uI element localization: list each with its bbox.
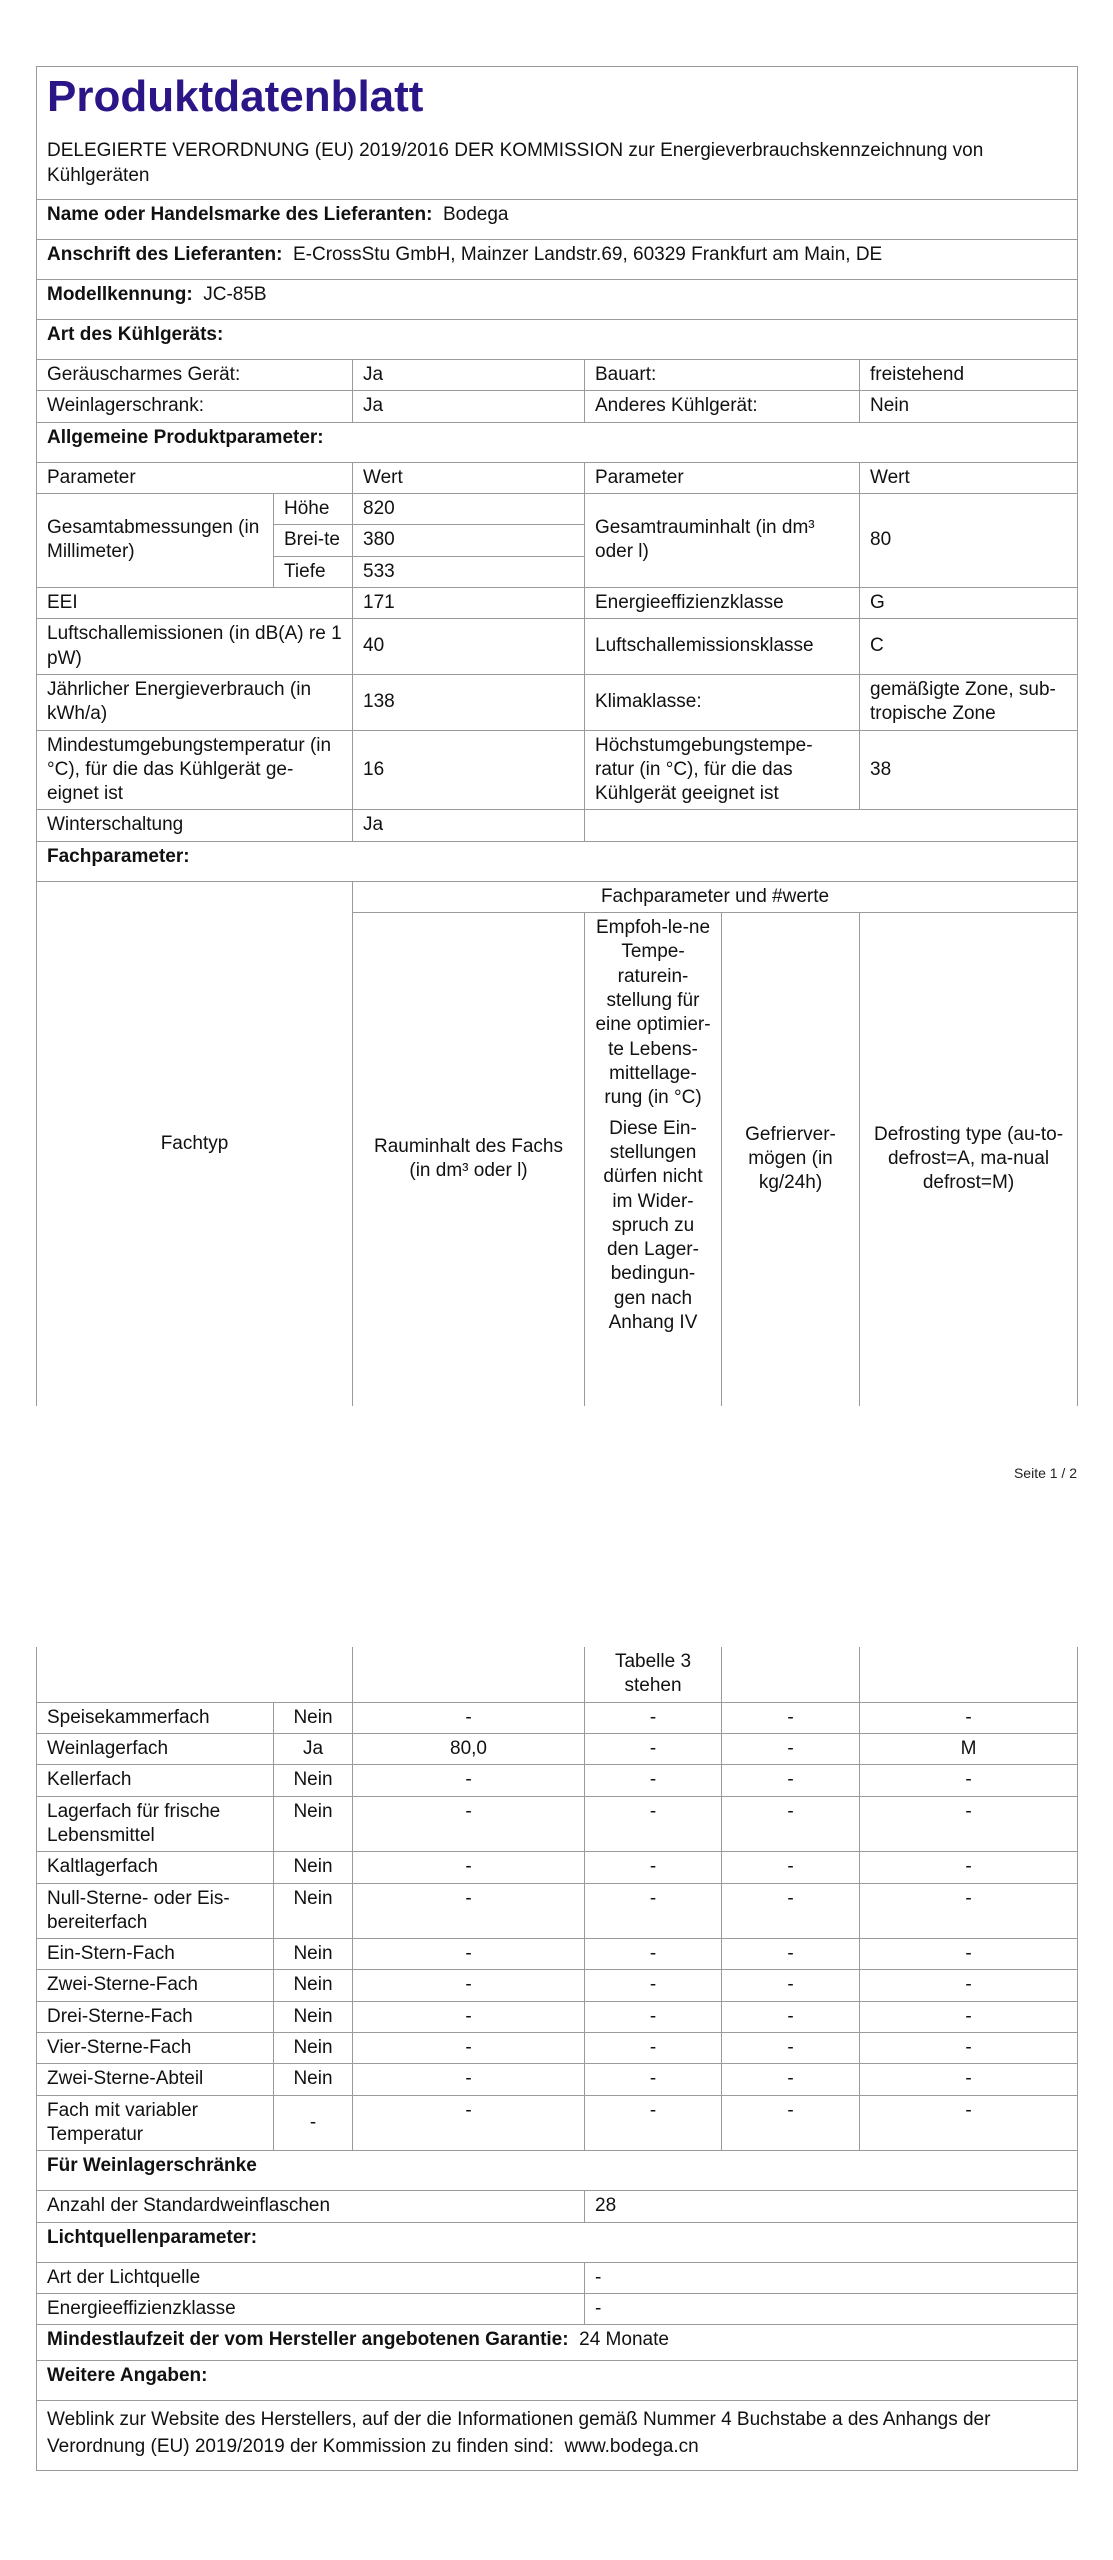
- compartment-volume: -: [353, 1939, 585, 1970]
- depth-value: 533: [353, 556, 585, 587]
- light-class-label: Energieeffizienzklasse: [37, 2293, 585, 2324]
- annual-energy-label: Jährlicher Energieverbrauch (in kWh/a): [37, 674, 353, 730]
- supplier-name-row: [37, 200, 1078, 240]
- compartment-name: Drei-Sterne-Fach: [37, 2001, 274, 2032]
- freezing-capacity-header: Gefrierver-mögen (in kg/24h): [722, 913, 860, 1406]
- height-label: Höhe: [274, 494, 353, 525]
- compartment-defrost: -: [860, 1883, 1078, 1939]
- compartment-present: -: [274, 2095, 353, 2151]
- recommended-temp-text: Empfoh-le-ne Tempe-raturein-stellung für eine optimier-te Lebens-mittellage-rung (in °C): [595, 917, 711, 1109]
- continued-volume-cell: [353, 1647, 585, 1702]
- compartment-present: Nein: [274, 2033, 353, 2064]
- compartment-name: Kellerfach: [37, 1765, 274, 1796]
- total-volume-label: Gesamtrauminhalt (in dm³ oder l): [585, 494, 860, 588]
- regulation-subtitle: DELEGIERTE VERORDNUNG (EU) 2019/2016 DER KOMMISSION zur Energieverbrauchskennzeichnung von Kühlgeräten: [47, 139, 984, 187]
- compartment-defrost: -: [860, 1970, 1078, 2001]
- compartment-row: [37, 1733, 1078, 1764]
- noise-class-label: Luftschallemissionsklasse: [585, 619, 860, 675]
- compartment-temp: -: [585, 2001, 722, 2032]
- compartment-temp: -: [585, 1733, 722, 1764]
- datasheet-table-page-1: [36, 66, 1078, 1406]
- compartment-volume: -: [353, 2064, 585, 2095]
- compartment-name: Speisekammerfach: [37, 1702, 274, 1733]
- depth-label: Tiefe: [274, 556, 353, 587]
- compartment-group-header: Fachparameter und #werte: [353, 881, 1078, 912]
- compartment-name: Zwei-Sterne-Fach: [37, 1970, 274, 2001]
- winter-switch-value: Ja: [353, 810, 585, 841]
- compartment-defrost: -: [860, 1852, 1078, 1883]
- wine-bottles-label: Anzahl der Standardweinflaschen: [37, 2191, 585, 2222]
- low-noise-value: Ja: [353, 360, 585, 391]
- page-1: [36, 66, 1077, 1406]
- compartment-defrost: -: [860, 2001, 1078, 2032]
- compartment-defrost: -: [860, 1765, 1078, 1796]
- compartment-freeze: -: [722, 2064, 860, 2095]
- warranty-value: 24 Monate: [579, 2329, 669, 2351]
- empty-cell: [585, 810, 1078, 841]
- compartment-volume: -: [353, 1852, 585, 1883]
- compartment-temp: -: [585, 1765, 722, 1796]
- compartment-freeze: -: [722, 2095, 860, 2151]
- other-appliance-label: Anderes Kühlgerät:: [585, 391, 860, 422]
- compartment-defrost: M: [860, 1733, 1078, 1764]
- eei-value: 171: [353, 587, 585, 618]
- energy-class-value: G: [860, 587, 1078, 618]
- compartment-name: Null-Sterne- oder Eis-bereiterfach: [37, 1883, 274, 1939]
- min-temp-label: Mindestumgebungstemperatur (in °C), für die das Kühlgerät ge-eignet ist: [37, 730, 353, 810]
- col-parameter-header-2: Parameter: [585, 462, 860, 493]
- supplier-name-value: Bodega: [442, 204, 509, 226]
- continued-freeze-cell: [722, 1647, 860, 1702]
- light-source-heading: Lichtquellenparameter:: [37, 2222, 1078, 2262]
- compartment-present: Nein: [274, 1939, 353, 1970]
- compartment-defrost: -: [860, 1796, 1078, 1852]
- noise-label: Luftschallemissionen (in dB(A) re 1 pW): [37, 619, 353, 675]
- further-info-text: Weblink zur Website des Herstellers, auf der die Informationen gemäß Nummer 4 Buchstabe a des Anhangs der Verordnung (EU) 2019/2019 der Kommission zu finden sind:: [47, 2409, 991, 2457]
- other-appliance-value: Nein: [860, 391, 1078, 422]
- model-value: JC-85B: [203, 284, 267, 306]
- compartment-defrost: -: [860, 1702, 1078, 1733]
- compartment-present: Nein: [274, 1970, 353, 2001]
- compartment-name: Weinlagerfach: [37, 1733, 274, 1764]
- compartment-volume: -: [353, 2095, 585, 2151]
- warranty-row: [37, 2325, 1078, 2361]
- compartment-temp: -: [585, 1796, 722, 1852]
- compartment-type-header: Fachtyp: [37, 881, 353, 1405]
- compartment-row: [37, 1796, 1078, 1852]
- compartment-present: Nein: [274, 1883, 353, 1939]
- climate-class-value: gemäßigte Zone, sub-tropische Zone: [860, 674, 1078, 730]
- compartment-freeze: -: [722, 1733, 860, 1764]
- compartment-defrost: -: [860, 1939, 1078, 1970]
- compartment-temp: -: [585, 1939, 722, 1970]
- general-params-heading: Allgemeine Produktparameter:: [37, 422, 1078, 462]
- compartment-name: Kaltlagerfach: [37, 1852, 274, 1883]
- eei-label: EEI: [37, 587, 353, 618]
- compartment-present: Nein: [274, 2064, 353, 2095]
- max-temp-label: Höchstumgebungstempe-ratur (in °C), für die das Kühlgerät geeignet ist: [585, 730, 860, 810]
- design-label: Bauart:: [585, 360, 860, 391]
- light-type-value: -: [585, 2262, 1078, 2293]
- wine-cabinet-value: Ja: [353, 391, 585, 422]
- compartment-freeze: -: [722, 1939, 860, 1970]
- compartment-freeze: -: [722, 2001, 860, 2032]
- compartment-row: [37, 1852, 1078, 1883]
- compartment-row: [37, 1702, 1078, 1733]
- wine-bottles-value: 28: [585, 2191, 1078, 2222]
- page-title: Produktdatenblatt: [47, 72, 424, 121]
- compartment-volume: -: [353, 1702, 585, 1733]
- energy-class-label: Energieeffizienzklasse: [585, 587, 860, 618]
- compartment-row: [37, 1765, 1078, 1796]
- compartment-present: Nein: [274, 1796, 353, 1852]
- supplier-address-value: E-CrossStu GmbH, Mainzer Landstr.69, 60329 Frankfurt am Main, DE: [293, 244, 883, 266]
- model-label: Modellkennung:: [47, 284, 193, 306]
- compartment-freeze: -: [722, 1796, 860, 1852]
- compartment-temp: -: [585, 1970, 722, 2001]
- compartment-row: [37, 1939, 1078, 1970]
- compartment-name: Fach mit variabler Temperatur: [37, 2095, 274, 2151]
- compartment-defrost: -: [860, 2033, 1078, 2064]
- compartment-temp: -: [585, 2064, 722, 2095]
- supplier-name-label: Name oder Handelsmarke des Lieferanten:: [47, 204, 433, 226]
- compartment-rows: [37, 1702, 1078, 2151]
- annual-energy-value: 138: [353, 674, 585, 730]
- light-class-value: -: [585, 2293, 1078, 2324]
- min-temp-value: 16: [353, 730, 585, 810]
- wine-cabinets-heading: Für Weinlagerschränke: [37, 2151, 1078, 2191]
- compartment-name: Vier-Sterne-Fach: [37, 2033, 274, 2064]
- compartment-row: [37, 1970, 1078, 2001]
- compartment-temp: -: [585, 1852, 722, 1883]
- compartment-present: Nein: [274, 1852, 353, 1883]
- compartment-present: Nein: [274, 1765, 353, 1796]
- warranty-label: Mindestlaufzeit der vom Hersteller angebotenen Garantie:: [47, 2329, 569, 2351]
- compartment-present: Ja: [274, 1733, 353, 1764]
- defrost-type-header: Defrosting type (au-to-defrost=A, ma-nual defrost=M): [860, 913, 1078, 1406]
- compartment-row: [37, 1883, 1078, 1939]
- compartment-row: [37, 2033, 1078, 2064]
- total-volume-value: 80: [860, 494, 1078, 588]
- compartment-defrost: -: [860, 2064, 1078, 2095]
- compartment-temp: -: [585, 1702, 722, 1733]
- further-info-heading: Weitere Angaben:: [37, 2361, 1078, 2401]
- max-temp-value: 38: [860, 730, 1078, 810]
- manufacturer-website-link[interactable]: www.bodega.cn: [564, 2435, 699, 2457]
- table3-text: Tabelle 3 stehen: [585, 1647, 722, 1702]
- compartment-name: Lagerfach für frische Lebensmittel: [37, 1796, 274, 1852]
- compartment-row: [37, 2064, 1078, 2095]
- compartment-volume: 80,0: [353, 1733, 585, 1764]
- col-value-header: Wert: [353, 462, 585, 493]
- compartment-name: Zwei-Sterne-Abteil: [37, 2064, 274, 2095]
- model-row: [37, 280, 1078, 320]
- design-value: freistehend: [860, 360, 1078, 391]
- light-type-label: Art der Lichtquelle: [37, 2262, 585, 2293]
- compartment-volume-header: Rauminhalt des Fachs (in dm³ oder l): [353, 913, 585, 1406]
- compartment-volume: -: [353, 1765, 585, 1796]
- compartment-freeze: -: [722, 2033, 860, 2064]
- title-block: [37, 67, 1078, 200]
- width-value: 380: [353, 525, 585, 556]
- datasheet-table-page-2: [36, 1647, 1078, 2471]
- compartment-name: Ein-Stern-Fach: [37, 1939, 274, 1970]
- supplier-address-row: [37, 240, 1078, 280]
- compartment-present: Nein: [274, 2001, 353, 2032]
- supplier-address-label: Anschrift des Lieferanten:: [47, 244, 283, 266]
- compartment-params-heading: Fachparameter:: [37, 841, 1078, 881]
- compartment-volume: -: [353, 2001, 585, 2032]
- compartment-volume: -: [353, 1883, 585, 1939]
- dimensions-label: Gesamtabmessungen (in Millimeter): [37, 494, 274, 588]
- compartment-freeze: -: [722, 1702, 860, 1733]
- compartment-freeze: -: [722, 1852, 860, 1883]
- compartment-row: [37, 2095, 1078, 2151]
- storage-conditions-text: Diese Ein-stellungen dürfen nicht im Wider-spruch zu den Lager-bedingun-gen nach Anhang IV: [603, 1117, 703, 1334]
- compartment-volume: -: [353, 1970, 585, 2001]
- noise-value: 40: [353, 619, 585, 675]
- climate-class-label: Klimaklasse:: [585, 674, 860, 730]
- winter-switch-label: Winterschaltung: [37, 810, 353, 841]
- page-2: [36, 1647, 1077, 2471]
- further-info-text-cell: [37, 2401, 1078, 2471]
- recommended-temp-header: [585, 913, 722, 1406]
- compartment-temp: -: [585, 2033, 722, 2064]
- compartment-freeze: -: [722, 1765, 860, 1796]
- compartment-row: [37, 2001, 1078, 2032]
- continued-defrost-cell: [860, 1647, 1078, 1702]
- compartment-freeze: -: [722, 1970, 860, 2001]
- compartment-freeze: -: [722, 1883, 860, 1939]
- appliance-type-heading: Art des Kühlgeräts:: [37, 320, 1078, 360]
- wine-cabinet-label: Weinlagerschrank:: [37, 391, 353, 422]
- compartment-volume: -: [353, 1796, 585, 1852]
- compartment-defrost: -: [860, 2095, 1078, 2151]
- height-value: 820: [353, 494, 585, 525]
- compartment-temp: -: [585, 2095, 722, 2151]
- continued-type-cell: [37, 1647, 353, 1702]
- compartment-temp: -: [585, 1883, 722, 1939]
- compartment-volume: -: [353, 2033, 585, 2064]
- col-value-header-2: Wert: [860, 462, 1078, 493]
- compartment-present: Nein: [274, 1702, 353, 1733]
- noise-class-value: C: [860, 619, 1078, 675]
- col-parameter-header: Parameter: [37, 462, 353, 493]
- low-noise-label: Geräuscharmes Gerät:: [37, 360, 353, 391]
- page-number: Seite 1 / 2: [1013, 1465, 1077, 1481]
- width-label: Brei-te: [274, 525, 353, 556]
